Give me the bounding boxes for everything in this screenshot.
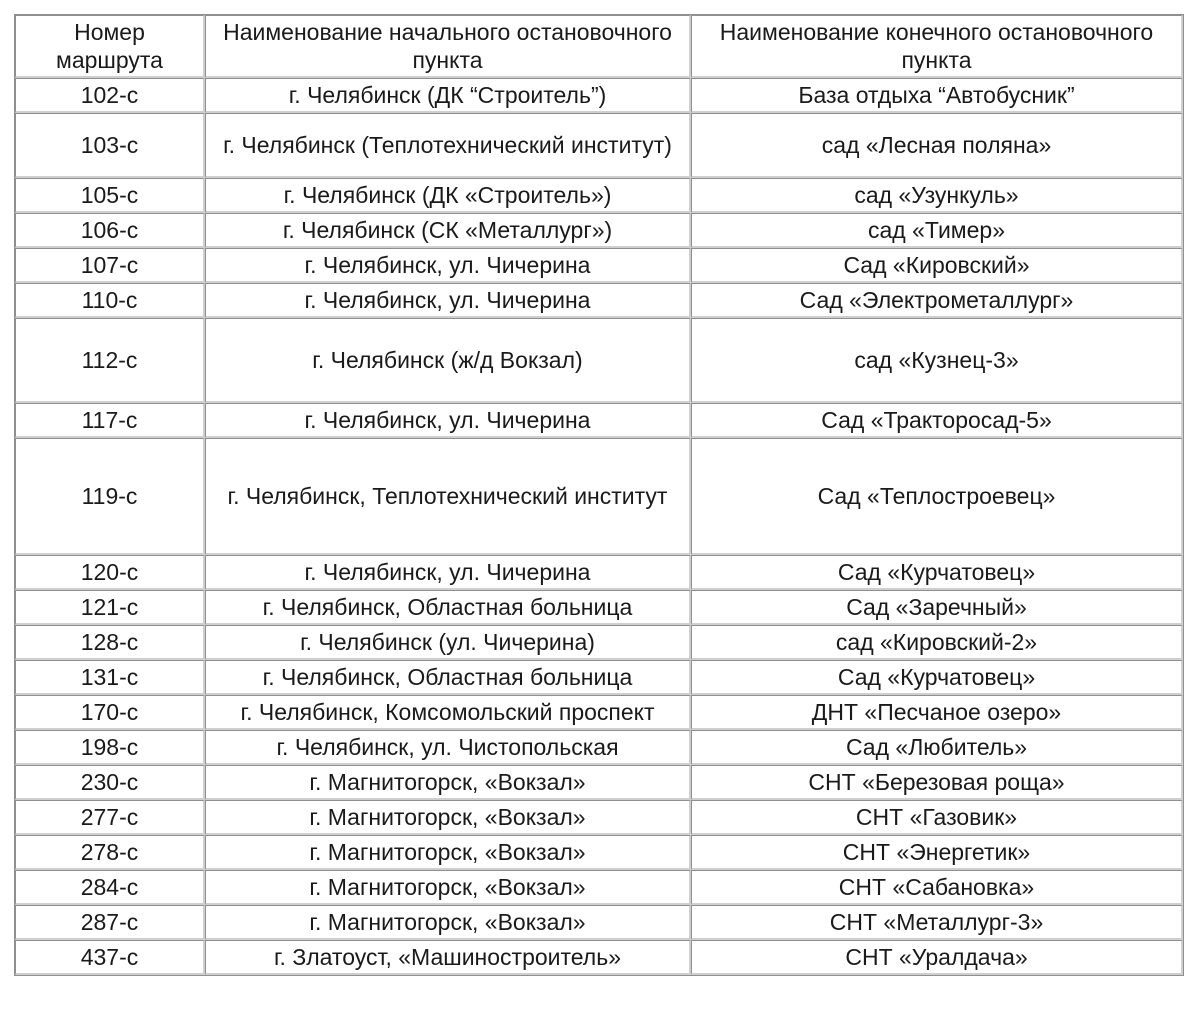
- table-row: [15, 695, 1183, 730]
- cell-route-number: 106-с: [15, 213, 205, 248]
- routes-table-container: [14, 14, 1184, 976]
- cell-end-stop: СНТ «Энергетик»: [691, 835, 1183, 870]
- table-row: [15, 905, 1183, 940]
- cell-route-number: 121-с: [15, 590, 205, 625]
- cell-end-stop: СНТ «Сабановка»: [691, 870, 1183, 905]
- cell-start-stop: г. Челябинск (ж/д Вокзал): [205, 318, 691, 403]
- header-route-number: Номер маршрута: [15, 15, 205, 78]
- cell-end-stop: СНТ «Газовик»: [691, 800, 1183, 835]
- cell-start-stop: г. Челябинск, ул. Чичерина: [205, 403, 691, 438]
- cell-start-stop: г. Магнитогорск, «Вокзал»: [205, 905, 691, 940]
- table-row: [15, 800, 1183, 835]
- cell-route-number: 437-с: [15, 940, 205, 975]
- cell-start-stop: г. Челябинск (ДК «Строитель»): [205, 178, 691, 213]
- cell-route-number: 131-с: [15, 660, 205, 695]
- table-row: [15, 403, 1183, 438]
- cell-end-stop: Сад «Теплостроевец»: [691, 438, 1183, 555]
- table-row: [15, 318, 1183, 403]
- cell-start-stop: г. Челябинск (ул. Чичерина): [205, 625, 691, 660]
- cell-end-stop: ДНТ «Песчаное озеро»: [691, 695, 1183, 730]
- routes-table: [14, 14, 1184, 976]
- table-row: [15, 660, 1183, 695]
- table-row: [15, 625, 1183, 660]
- cell-end-stop: Сад «Кировский»: [691, 248, 1183, 283]
- cell-end-stop: Сад «Курчатовец»: [691, 660, 1183, 695]
- cell-end-stop: сад «Узункуль»: [691, 178, 1183, 213]
- cell-end-stop: сад «Кировский-2»: [691, 625, 1183, 660]
- cell-end-stop: сад «Кузнец-3»: [691, 318, 1183, 403]
- cell-start-stop: г. Челябинск, ул. Чистопольская: [205, 730, 691, 765]
- cell-end-stop: Сад «Любитель»: [691, 730, 1183, 765]
- header-end-stop: Наименование конечного остановочного пункта: [691, 15, 1183, 78]
- cell-start-stop: г. Челябинск, Областная больница: [205, 590, 691, 625]
- cell-start-stop: г. Челябинск, ул. Чичерина: [205, 555, 691, 590]
- table-row: [15, 113, 1183, 178]
- cell-end-stop: сад «Лесная поляна»: [691, 113, 1183, 178]
- cell-end-stop: Сад «Заречный»: [691, 590, 1183, 625]
- table-row: [15, 438, 1183, 555]
- table-row: [15, 870, 1183, 905]
- cell-end-stop: Сад «Курчатовец»: [691, 555, 1183, 590]
- cell-start-stop: г. Челябинск, Областная больница: [205, 660, 691, 695]
- table-row: [15, 555, 1183, 590]
- cell-route-number: 128-с: [15, 625, 205, 660]
- table-row: [15, 213, 1183, 248]
- cell-start-stop: г. Магнитогорск, «Вокзал»: [205, 870, 691, 905]
- table-row: [15, 835, 1183, 870]
- cell-route-number: 230-с: [15, 765, 205, 800]
- table-row: [15, 78, 1183, 113]
- table-row: [15, 283, 1183, 318]
- table-row: [15, 248, 1183, 283]
- cell-route-number: 119-с: [15, 438, 205, 555]
- table-row: [15, 765, 1183, 800]
- cell-route-number: 110-с: [15, 283, 205, 318]
- cell-route-number: 102-с: [15, 78, 205, 113]
- cell-start-stop: г. Челябинск, Комсомольский проспект: [205, 695, 691, 730]
- cell-start-stop: г. Златоуст, «Машиностроитель»: [205, 940, 691, 975]
- header-start-stop: Наименование начального остановочного пункта: [205, 15, 691, 78]
- table-row: [15, 730, 1183, 765]
- cell-route-number: 103-с: [15, 113, 205, 178]
- cell-end-stop: Сад «Тракторосад-5»: [691, 403, 1183, 438]
- cell-end-stop: СНТ «Березовая роща»: [691, 765, 1183, 800]
- cell-start-stop: г. Челябинск (Теплотехнический институт): [205, 113, 691, 178]
- cell-route-number: 278-с: [15, 835, 205, 870]
- cell-end-stop: сад «Тимер»: [691, 213, 1183, 248]
- cell-route-number: 117-с: [15, 403, 205, 438]
- cell-end-stop: СНТ «Металлург-3»: [691, 905, 1183, 940]
- cell-start-stop: г. Челябинск, Теплотехнический институт: [205, 438, 691, 555]
- cell-start-stop: г. Челябинск, ул. Чичерина: [205, 283, 691, 318]
- cell-route-number: 287-с: [15, 905, 205, 940]
- cell-start-stop: г. Магнитогорск, «Вокзал»: [205, 800, 691, 835]
- cell-route-number: 105-с: [15, 178, 205, 213]
- cell-end-stop: База отдыха “Автобусник”: [691, 78, 1183, 113]
- cell-route-number: 112-с: [15, 318, 205, 403]
- cell-end-stop: СНТ «Уралдача»: [691, 940, 1183, 975]
- cell-start-stop: г. Магнитогорск, «Вокзал»: [205, 835, 691, 870]
- cell-start-stop: г. Магнитогорск, «Вокзал»: [205, 765, 691, 800]
- cell-route-number: 284-с: [15, 870, 205, 905]
- cell-end-stop: Сад «Электрометаллург»: [691, 283, 1183, 318]
- cell-route-number: 120-с: [15, 555, 205, 590]
- cell-start-stop: г. Челябинск (ДК “Строитель”): [205, 78, 691, 113]
- cell-start-stop: г. Челябинск, ул. Чичерина: [205, 248, 691, 283]
- cell-route-number: 198-с: [15, 730, 205, 765]
- cell-route-number: 277-с: [15, 800, 205, 835]
- table-row: [15, 178, 1183, 213]
- cell-route-number: 107-с: [15, 248, 205, 283]
- table-row: [15, 940, 1183, 975]
- cell-start-stop: г. Челябинск (СК «Металлург»): [205, 213, 691, 248]
- cell-route-number: 170-с: [15, 695, 205, 730]
- table-header-row: [15, 15, 1183, 78]
- table-row: [15, 590, 1183, 625]
